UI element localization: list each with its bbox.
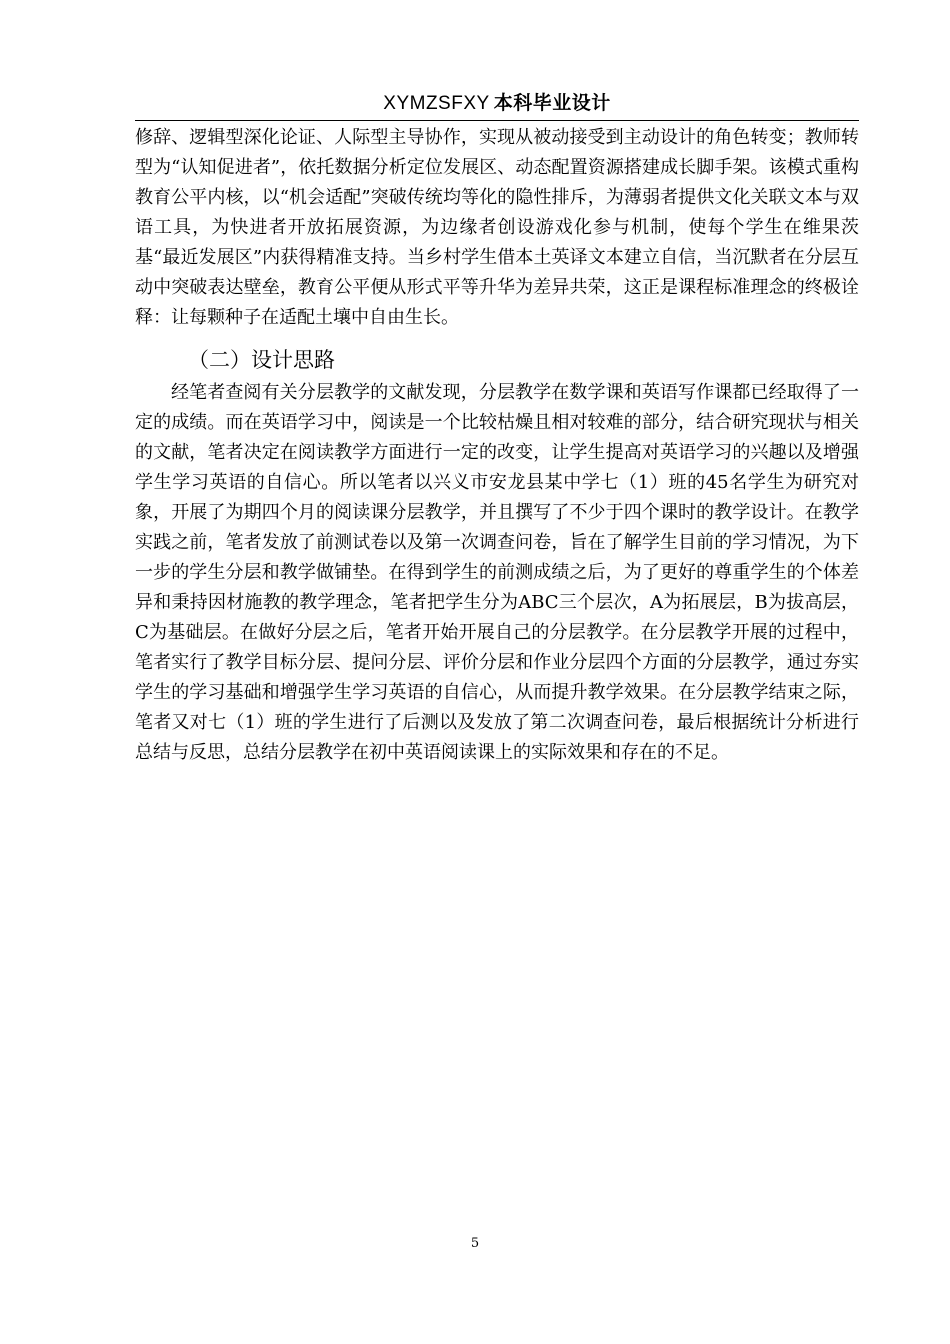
- header-thesis-label: 本科毕业设计: [493, 92, 611, 114]
- page-header: [135, 88, 859, 119]
- header-divider: [135, 120, 859, 121]
- body-paragraph-continued: 修辞、逻辑型深化论证、人际型主导协作，实现从被动接受到主动设计的角色转变；教师转型为“认知促进者”，依托数据分析定位发展区、动态配置资源搭建成长脚手架。该模式重构教育公平内核，以“机会适配”突破传统均等化的隐性排斥，为薄弱者提供文化关联文本与双语工具，为快进者开放拓展资源，为边缘者创设游戏化参与机制，使每个学生在维果茨基“最近发展区”内获得精准支持。当乡村学生借本土英译文本建立自信，当沉默者在分层互动中突破表达壁垒，教育公平便从形式平等升华为差异共荣，这正是课程标准理念的终极诠释：让每颗种子在适配土壤中自由生长。: [135, 127, 859, 328]
- header-school-code: XYMZSFXY: [383, 93, 490, 114]
- page-number: 5: [470, 1236, 480, 1251]
- section-heading: （二）设计思路: [188, 348, 335, 372]
- body-paragraph-design: 经笔者查阅有关分层教学的文献发现，分层教学在数学课和英语写作课都已经取得了一定的成绩。而在英语学习中，阅读是一个比较枯燥且相对较难的部分，结合研究现状与相关的文献，笔者决定在阅读教学方面进行一定的改变，让学生提高对英语学习的兴趣以及增强学生学习英语的自信心。所以笔者以兴义市安龙县某中学七（1）班的45名学生为研究对象，开展了为期四个月的阅读课分层教学，并且撰写了不少于四个课时的教学设计。在教学实践之前，笔者发放了前测试卷以及第一次调查问卷，旨在了解学生目前的学习情况，为下一步的学生分层和教学做铺垫。在得到学生的前测成绩之后，为了更好的尊重学生的个体差异和秉持因材施教的教学理念，笔者把学生分为ABC三个层次，A为拓展层，B为拔高层，C为基础层。在做好分层之后，笔者开始开展自己的分层教学。在分层教学开展的过程中，笔者实行了教学目标分层、提问分层、评价分层和作业分层四个方面的分层教学，通过夯实学生的学习基础和增强学生学习英语的自信心，从而提升教学效果。在分层教学结束之际，笔者又对七（1）班的学生进行了后测以及发放了第二次调查问卷，最后根据统计分析进行总结与反思，总结分层教学在初中英语阅读课上的实际效果和存在的不足。: [135, 382, 859, 763]
